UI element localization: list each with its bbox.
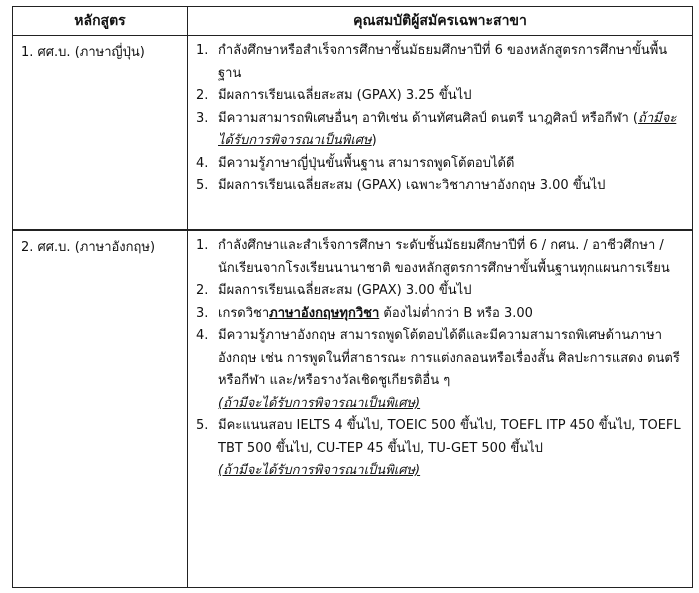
criteria-number: 4. (196, 328, 209, 343)
program-name: 2. ศศ.บ. (ภาษาอังกฤษ) (13, 230, 188, 588)
criteria-text: กำลังศึกษาและสำเร็จการศึกษา ระดับชั้นมัธยมศึกษาปีที่ 6 / กศน. / อาชีวศึกษา / นักเรียนจากโรงเรียนนานาชาติ ของหลักสูตรการศึกษาขั้นพื้นฐานทุกแผนการเรียน (218, 238, 670, 276)
header-program: หลักสูตร (13, 7, 188, 36)
criteria-item (196, 175, 684, 198)
criteria-item (196, 153, 684, 176)
criteria-text: มีผลการเรียนเฉลี่ยสะสม (GPAX) เฉพาะวิชาภาษาอังกฤษ 3.00 ขึ้นไป (218, 178, 606, 193)
criteria-text-wrap (218, 415, 684, 483)
program-name: 1. ศศ.บ. (ภาษาญี่ปุ่น) (13, 36, 188, 231)
criteria-text: มีความรู้ภาษาอังกฤษ สามารถพูดโต้ตอบได้ดีและมีความสามารถพิเศษด้านภาษาอังกฤษ เช่น การพูดในที่สาธารณะ การแต่งกลอนหรือเรื่องสั้น ศิลปะการแสดง ดนตรี หรือกีฬา และ/หรือรางวัลเชิดชูเกียรติอื่น ๆ (218, 328, 680, 388)
criteria-text: มีผลการเรียนเฉลี่ยสะสม (GPAX) 3.25 ขึ้นไป (218, 88, 472, 103)
criteria-text: กำลังศึกษาหรือสำเร็จการศึกษาชั้นมัธยมศึกษาปีที่ 6 ของหลักสูตรการศึกษาขั้นพื้นฐาน (218, 43, 668, 81)
header-qualifications: คุณสมบัติผู้สมัครเฉพาะสาขา (188, 7, 693, 36)
criteria-number: 2. (196, 283, 209, 298)
table-row (13, 36, 693, 231)
criteria-item (196, 40, 684, 85)
criteria-number: 3. (196, 305, 209, 321)
criteria-text-tail: ต้องไม่ต่ำกว่า B หรือ 3.00 (379, 305, 533, 321)
requirements-table (12, 6, 693, 588)
criteria-item (196, 280, 684, 303)
criteria-list (196, 235, 684, 483)
special-note: (ถ้ามีจะได้รับการพิจารณาเป็นพิเศษ) (218, 463, 421, 478)
criteria-item (196, 108, 684, 153)
criteria-number: 3. (196, 110, 209, 126)
criteria-item (196, 235, 684, 280)
criteria-cell (188, 36, 693, 231)
criteria-cell (188, 230, 693, 588)
document (12, 6, 692, 584)
criteria-text: มีความสามารถพิเศษอื่นๆ อาทิเช่น ด้านทัศนศิลป์ ดนตรี นาฎศิลป์ หรือกีฬา ( (218, 110, 638, 126)
table-header-row (13, 7, 693, 36)
criteria-item (196, 325, 684, 415)
criteria-text-close: ) (371, 133, 377, 148)
special-note: (ถ้ามีจะได้รับการพิจารณาเป็นพิเศษ) (218, 395, 421, 411)
subject-emphasis: ภาษาอังกฤษทุกวิชา (269, 305, 380, 321)
criteria-text: มีความรู้ภาษาญี่ปุ่นขั้นพื้นฐาน สามารถพูดโต้ตอบได้ดี (218, 155, 515, 171)
criteria-text: มีผลการเรียนเฉลี่ยสะสม (GPAX) 3.00 ขึ้นไป (218, 283, 472, 298)
criteria-item (196, 85, 684, 108)
criteria-text: มีคะแนนสอบ IELTS 4 ขึ้นไป, TOEIC 500 ขึ้นไป, TOEFL ITP 450 ขึ้นไป, TOEFL TBT 500 ขึ้นไป, CU-TEP 45 ขึ้นไป, TU-GET 500 ขึ้นไป (218, 418, 681, 456)
criteria-number: 4. (196, 155, 209, 171)
criteria-number: 2. (196, 88, 209, 103)
special-note: ถ้ามีจะได้รับการพิจารณาเป็นพิเศษ (218, 110, 677, 148)
criteria-item (196, 303, 684, 326)
criteria-number: 1. (196, 43, 209, 58)
criteria-item (196, 415, 684, 483)
criteria-text-wrap (218, 303, 684, 326)
criteria-list (196, 40, 684, 198)
criteria-number: 5. (196, 178, 209, 193)
criteria-text-wrap (218, 108, 684, 153)
criteria-text: เกรดวิชา (218, 305, 270, 321)
table-row (13, 230, 693, 588)
criteria-number: 1. (196, 238, 209, 253)
criteria-number: 5. (196, 418, 209, 433)
criteria-text-wrap (218, 325, 684, 415)
